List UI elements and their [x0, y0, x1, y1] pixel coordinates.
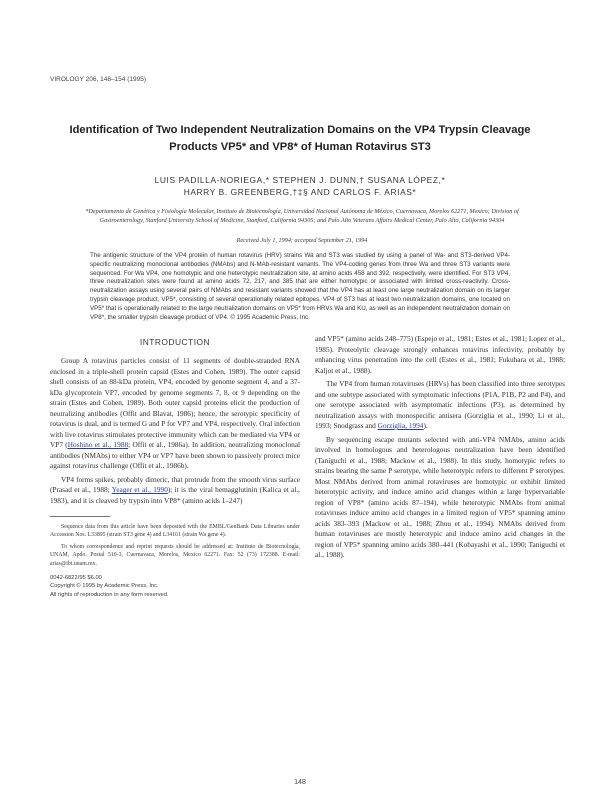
intro-p1-end: ; Offit et al., 1986a). In addition, neutralizing monoclonal antibodies (NMAbs) to either VP4 or VP7 have been shown to passively protect mice against rotavirus challenge (Offit et al., 1986b). — [50, 440, 301, 471]
right-column — [315, 334, 565, 564]
right-p2-text: The VP4 from human rotaviruses (HRVs) has been classified into three serotypes and one subtype associated with symptomatic infections (P1A, P1B, P2 and P4), and one serotype associated with asymptomatic infections (P3), as determined by neutralization assays with monospecific antisera (Gorziglia et al., 1990; Li et al., 1993; Snodgrass and — [315, 379, 565, 430]
intro-paragraph-1 — [50, 356, 300, 472]
journal-citation: VIROLOGY 206, 148–154 (1995) — [50, 76, 146, 83]
right-p2-end: ). — [423, 421, 428, 430]
paper-title: Identification of Two Independent Neutralization Domains on the VP4 Trypsin Cleavage Products VP5* and VP8* of Human Rotavirus ST3 — [69, 124, 531, 153]
intro-paragraph-2 — [50, 475, 300, 507]
author-line-2: HARRY B. GREENBERG,†‡§ AND CARLOS F. ARIAS* — [183, 187, 417, 198]
citation-link-hoshino[interactable]: Hoshino et al., 1988 — [67, 440, 129, 450]
page-number: 148 — [294, 779, 306, 786]
affiliations: *Departamento de Genética y Fisiología Molecular, Instituto de Biotecnología, Universidad Nacional Autónoma de México, Cuernavaca, Morelos 62271, Mexico; Division of Gastroenterology, Stanford University School of Medicine, Stanford, California 94305; and Palo Alto Veterans Affairs Medical Center, Palo Alto, California 94304 — [85, 208, 519, 224]
copyright-price: 0042-6822/95 $6.00 — [50, 575, 102, 582]
footnote-sequence-data: Sequence data from this article have been deposited with the EMBL/GenBank Data Libraries under Accession Nos. L33895 (strain ST3 gene 4) and L34161 (strain Wa gene 4). — [50, 524, 300, 539]
left-column — [50, 336, 300, 599]
right-paragraph-2 — [315, 379, 565, 432]
citation-link-gorziglia[interactable]: Gorziglia, 1994 — [377, 421, 424, 430]
received-dates: Received July 1, 1994; accepted September 21, 1994 — [236, 237, 368, 244]
copyright-block — [50, 574, 300, 599]
intro-p2-text: VP4 forms spikes, probably dimeric, that protrude from the smooth virus surface (Prasad et al., 1988; — [50, 474, 300, 495]
footnote-correspondence: To whom correspondence and reprint requests should be addressed at: Instituto de Biotecnología, UNAM, Apdo. Postal 510-3, Cuernavaca, Morelos, Mexico 62271. Fax: 52 (73) 172388. E-mail: arias@ibt.unam.mx. — [50, 543, 300, 567]
copyright-rights: All rights of reproduction in any form reserved. — [50, 591, 169, 598]
right-paragraph-1: and VP5* (amino acids 248–775) (Espejo et al., 1981; Estes et al., 1981; Lopez et al., 1985). Proteolytic cleavage strongly enhances rotavirus infectivity, probably by enhancing virus penetration into the cell (Estes et al., 1981; Fukuhara et al., 1988; Kaljot et al., 1988). — [315, 334, 565, 375]
author-line-1: LUIS PADILLA-NORIEGA,* STEPHEN J. DUNN,† SUSANA LÓPEZ,* — [154, 175, 446, 185]
footnote-divider — [50, 516, 110, 517]
intro-p2-end: ); it is the viral hemagglutinin (Kalica et al., 1983), and it is cleaved by trypsin into VP8* (amino acids 1–247) — [50, 485, 300, 505]
copyright-notice: Copyright © 1995 by Academic Press, Inc. — [50, 583, 159, 590]
abstract: The antigenic structure of the VP4 protein of human rotavirus (HRV) strains Wa and ST3 was studied by using a panel of Wa- and ST3-derived VP4-specific neutralizing monoclonal antibodies (NMAbs) and N-MAb-resistant variants. The VP4-coding genes from three Wa and three ST3 variants were sequenced. For Wa VP4, one homotypic and one heterotypic neutralization site, at amino acids 458 and 392, respectively, were identified. For ST3 VP4, three neutralization sites were found at amino acids 72, 217, and 385 that are either homotypic or associated with limited cross-reactivity. Cross-neutralization assays using several pairs of NMAbs and resistant variants showed that the VP4 has at least one large neutralization domain on its larger trypsin cleavage product, VP5*, consisting of several operationally related epitopes. VP4 of ST3 has at least two neutralization domains, one located on VP5* that is operationally related to the large neutralization domains on VP5* from HRVs Wa and KU, as well as an independent neutralization domain on VP8*, the smaller trypsin cleavage product of VP4. © 1995 Academic Press, Inc. — [90, 252, 510, 321]
right-paragraph-3: By sequencing escape mutants selected with anti-VP4 NMAbs, amino acids involved in homologous and heterologous neutralization have been identified (Taniguchi et al., 1988; Mackow et al., 1988). In this study, homotypic refers to strains bearing the same P serotype, while heterotypic refers to different P serotypes. Most NMAbs derived from animal rotaviruses are homotypic or exhibit limited heterotypic activity, and induce amino acid changes within a large hypervariable region of VP8* (amino acids 87–194), while heterotypic NMAbs from animal rotaviruses induce amino acid changes in a limited region of VP5* spanning amino acids 383–393 (Mackow et al., 1988; Zhou et al., 1994). NMAbs derived from human rotaviruses are mostly heterotypic and induce amino acid changes in the region of VP5* spanning amino acids 380–441 (Kobayashi et al., 1990; Taniguchi et al., 1988). — [315, 434, 565, 559]
author-list — [80, 174, 520, 198]
section-heading-introduction: INTRODUCTION — [139, 337, 211, 347]
intro-p1-text: Group A rotavirus particles consist of 11 segments of double-stranded RNA enclosed in a triple-shell protein capsid (Estes and Cohen, 1989). The outer capsid shell consists of an 88-kDa protein, VP4, encoded by genome segment 4, and a 37-kDa glycoprotein VP7, encoded by genome segments 7, 8, or 9 depending on the strain (Estes and Cohen, 1989). Both outer capsid proteins elicit the production of neutralizing antibodies (Offit and Blavat, 1986); hence, the serotypic specificity of rotavirus is dual, and is termed G and P for VP7 and VP4, respectively. Oral infection with live rotavirus stimulates protective immunity which can be mediated via VP4 or VP7 ( — [50, 356, 300, 450]
citation-link-yeager[interactable]: Yeager et al., 1990 — [111, 485, 168, 495]
